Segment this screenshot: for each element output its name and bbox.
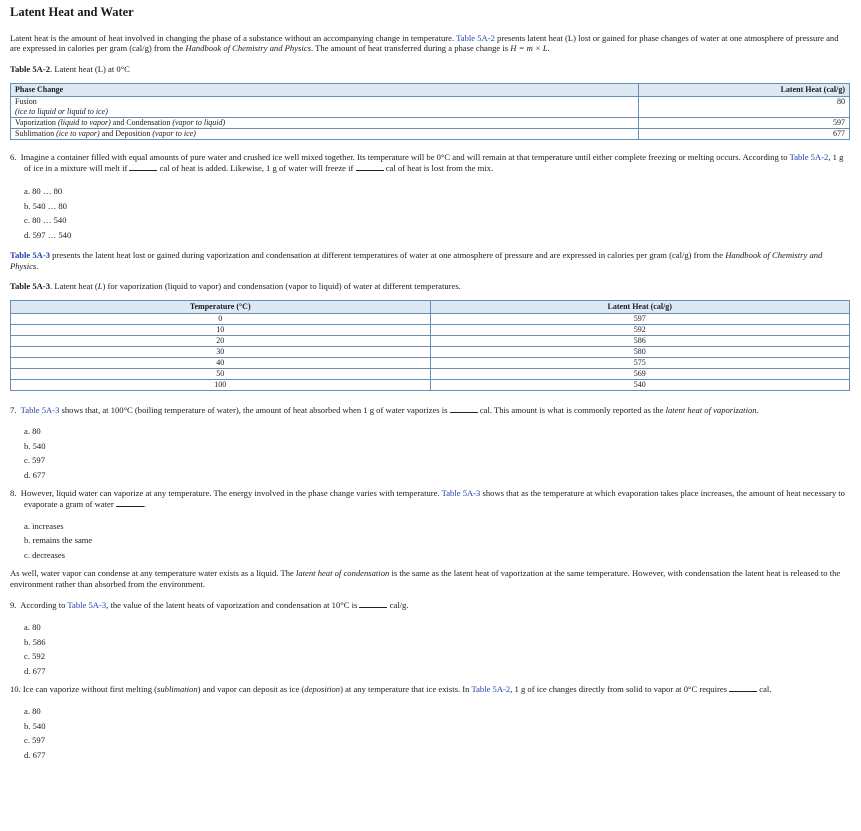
value-cell: 586 <box>430 335 850 346</box>
column-header: Latent Heat (cal/g) <box>430 300 850 313</box>
choices-q6 <box>10 184 851 242</box>
temperature-cell: 50 <box>11 368 431 379</box>
question-text: Ice can vaporize without first melting ( <box>22 684 158 695</box>
phase-detail: (ice to liquid or liquid to ice) <box>15 106 108 116</box>
choice[interactable]: b. 540 <box>24 720 46 731</box>
choice[interactable]: a. increases <box>24 520 64 531</box>
table-row <box>11 96 850 117</box>
intro-paragraph <box>10 33 851 54</box>
caption-text: ) for vaporization (liquid to vapor) and condensation (vapor to liquid) of water at different temperatures. <box>102 280 461 291</box>
phase-cell <box>11 96 639 117</box>
value-cell: 597 <box>430 313 850 324</box>
question-text: shows that as the temperature at which evaporation takes place increases, the amount of heat necessary to evaporate a gram of water <box>24 488 845 509</box>
value-cell: 597 <box>639 117 850 128</box>
caption-text: . Latent heat ( <box>50 280 98 291</box>
value-cell: 540 <box>430 379 850 390</box>
phase-name: Sublimation <box>15 128 57 138</box>
caption-text: L <box>97 280 103 291</box>
choice[interactable]: d. 677 <box>24 469 46 480</box>
question-text: According to <box>20 599 68 610</box>
latent-heat-table-0c <box>10 83 850 140</box>
phase-name: and Condensation <box>110 117 173 127</box>
table-5a-3-link[interactable]: Table 5A-3 <box>441 488 481 499</box>
table-row <box>11 335 850 346</box>
table-label: Table 5A-3 <box>10 280 51 291</box>
question-text: However, liquid water can vaporize at any temperature. The energy involved in the phase change varies with temperature. <box>20 488 442 499</box>
paragraph-text: is the same as the latent heat of vaporization at the same temperature. However, with condensation the latent heat is released to the environment rather than absorbed from the environment. <box>10 568 841 589</box>
table-5a-3-paragraph <box>10 250 851 271</box>
phase-cell <box>11 117 639 128</box>
question-text: Imagine a container filled with equal amounts of pure water and crushed ice well mixed together. Its temperature will be 0°C and will remain at that temperature until either complete freezing or melting occurs. According to <box>20 151 790 162</box>
choice[interactable]: c. decreases <box>24 549 66 560</box>
value-cell: 575 <box>430 357 850 368</box>
table-row <box>11 357 850 368</box>
question-text: , 1 g of ice changes directly from solid to vapor at 0°C requires <box>510 684 730 695</box>
source-title: Handbook of Chemistry and Physics <box>10 250 823 272</box>
table-row <box>11 379 850 390</box>
choices-q10 <box>10 704 851 762</box>
question-number: 8. <box>10 488 17 499</box>
choices-q8 <box>10 519 851 563</box>
question-number: 6. <box>10 151 17 162</box>
choice[interactable]: c. 80 … 540 <box>24 215 67 226</box>
table-5a-2-link[interactable]: Table 5A-2 <box>471 684 511 695</box>
question-text: cal of heat is added. Likewise, 1 g of water will freeze if <box>157 162 356 173</box>
choice[interactable]: c. 597 <box>24 735 46 746</box>
choice[interactable]: c. 592 <box>24 651 46 662</box>
table-row <box>11 128 850 139</box>
table-caption <box>10 64 851 75</box>
paragraph-text: presents the latent heat lost or gained during vaporization and condensation at different temperatures of water at one atmosphere of pressure and are expressed in calories per gram (cal/g) from the <box>50 250 726 261</box>
column-header: Temperature (°C) <box>11 300 431 313</box>
temperature-cell: 40 <box>11 357 431 368</box>
intro-text: presents latent heat (L) lost or gained for phase changes of water at one atmosphere of pressure and are expressed in calories per gram (cal/g) from the <box>10 32 839 54</box>
intro-text: Latent heat is the amount of heat involved in changing the phase of a substance without an accompanying change in temperature. <box>10 32 457 43</box>
question-text: ) at any temperature that ice exists. In <box>340 684 472 695</box>
answer-blank[interactable] <box>116 498 147 509</box>
table-5a-2-link[interactable]: Table 5A-2 <box>789 151 829 162</box>
value-cell: 592 <box>430 324 850 335</box>
formula: H = m × L. <box>510 43 550 54</box>
question-text: , 1 g of ice in a mixture will melt if <box>24 151 844 173</box>
choice[interactable]: d. 597 … 540 <box>24 229 72 240</box>
question-6 <box>10 152 851 173</box>
paragraph-text: As well, water vapor can condense at any temperature water exists as a liquid. The <box>10 568 296 579</box>
phase-detail: (vapor to liquid) <box>172 117 226 127</box>
paragraph-text: . <box>36 261 39 272</box>
column-header: Phase Change <box>11 83 639 96</box>
table-row <box>11 313 850 324</box>
intro-text: . The amount of heat transferred during a phase change is <box>310 43 511 54</box>
page-title: Latent Heat and Water <box>10 5 134 19</box>
temperature-cell: 100 <box>11 379 431 390</box>
choices-q7 <box>10 424 851 482</box>
source-title: Handbook of Chemistry and Physics <box>185 43 311 54</box>
answer-blank[interactable] <box>359 600 387 608</box>
question-text: cal of heat is lost from the mix. <box>383 162 494 173</box>
answer-blank[interactable] <box>450 405 478 413</box>
choice[interactable]: a. 80 <box>24 622 41 633</box>
question-text: cal. This amount is what is commonly reported as the <box>477 404 666 415</box>
choice[interactable]: b. 586 <box>24 636 46 647</box>
value-cell: 80 <box>639 96 850 117</box>
choices-q9 <box>10 620 851 678</box>
temperature-cell: 30 <box>11 346 431 357</box>
question-number: 9. <box>10 599 17 610</box>
choice[interactable]: a. 80 <box>24 706 41 717</box>
emphasis: latent heat of vaporization <box>665 404 757 415</box>
question-number: 10. <box>10 684 21 695</box>
choice[interactable]: d. 677 <box>24 665 46 676</box>
table-5a-3-link[interactable]: Table 5A-3 <box>67 599 107 610</box>
table-row <box>11 346 850 357</box>
choice[interactable]: c. 597 <box>24 455 46 466</box>
choice[interactable]: a. 80 … 80 <box>24 186 63 197</box>
phase-name: Vaporization <box>15 117 58 127</box>
value-cell: 677 <box>639 128 850 139</box>
value-cell: 580 <box>430 346 850 357</box>
table-label: Table 5A-2 <box>10 64 51 75</box>
question-number: 7. <box>10 404 17 415</box>
caption-text: . Latent heat (L) at 0°C <box>50 64 130 75</box>
question-text: . <box>143 498 147 509</box>
table-5a-3-link[interactable]: Table 5A-3 <box>10 250 51 261</box>
phase-detail: (vapor to ice) <box>152 128 196 138</box>
column-header: Latent Heat (cal/g) <box>639 83 850 96</box>
emphasis: latent heat of condensation <box>295 568 390 579</box>
table-caption <box>10 281 851 292</box>
question-9 <box>10 600 851 611</box>
table-row <box>11 324 850 335</box>
question-text: cal. <box>757 684 772 695</box>
temperature-cell: 10 <box>11 324 431 335</box>
table-row <box>11 117 850 128</box>
question-text: , the value of the latent heats of vaporization and condensation at 10°C is <box>106 599 360 610</box>
temperature-cell: 20 <box>11 335 431 346</box>
question-7 <box>10 405 851 416</box>
choice[interactable]: d. 677 <box>24 749 46 760</box>
phase-name: Fusion <box>15 96 37 106</box>
phase-cell <box>11 128 639 139</box>
question-text: cal/g. <box>387 599 409 610</box>
phase-detail: (ice to vapor) <box>56 128 100 138</box>
question-text: shows that, at 100°C (boiling temperature of water), the amount of heat absorbed when 1 g of water vaporizes is <box>59 404 450 415</box>
answer-blank[interactable] <box>356 163 384 171</box>
choice[interactable]: b. remains the same <box>24 535 93 546</box>
phase-name: and Deposition <box>99 128 153 138</box>
table-5a-2-link[interactable]: Table 5A-2 <box>456 32 495 43</box>
value-cell: 569 <box>430 368 850 379</box>
latent-heat-by-temperature-table <box>10 300 850 391</box>
answer-blank[interactable] <box>129 163 157 171</box>
table-5a-3-link[interactable]: Table 5A-3 <box>20 404 60 415</box>
answer-blank[interactable] <box>729 684 757 692</box>
choice[interactable]: a. 80 <box>24 426 41 437</box>
question-text: . <box>756 404 759 415</box>
choice[interactable]: b. 540 … 80 <box>24 200 67 211</box>
choice[interactable]: b. 540 <box>24 440 46 451</box>
question-text: ) and vapor can deposit as ice ( <box>197 684 305 695</box>
emphasis: deposition <box>304 684 341 695</box>
phase-detail: (liquid to vapor) <box>57 117 111 127</box>
question-10 <box>10 684 851 695</box>
question-8 <box>10 488 851 509</box>
emphasis: sublimation <box>157 684 198 695</box>
table-row <box>11 368 850 379</box>
temperature-cell: 0 <box>11 313 431 324</box>
condensation-paragraph <box>10 568 851 589</box>
